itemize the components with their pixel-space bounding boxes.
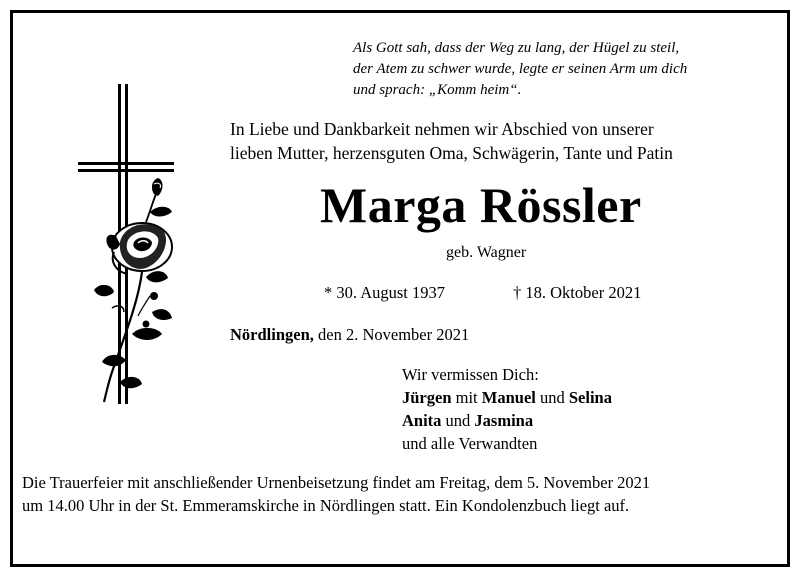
mourners-closing: und alle Verwandten (402, 434, 538, 453)
deceased-name: Marga Rössler (320, 177, 642, 233)
mourner-sep: mit (455, 388, 478, 407)
intro-line: lieben Mutter, herzensguten Oma, Schwägerin, Tante und Patin (230, 143, 673, 163)
mourner-sep: und (539, 388, 565, 407)
cross-with-rose-icon (54, 72, 174, 422)
mourners-row (402, 386, 612, 409)
poem (353, 38, 687, 101)
death-date: † 18. Oktober 2021 (513, 283, 642, 302)
service-info (22, 471, 650, 517)
notice-date: den 2. November 2021 (318, 325, 470, 344)
maiden-name: geb. Wagner (446, 244, 527, 261)
place-date (230, 325, 469, 345)
mourner-name: Jasmina (474, 411, 534, 430)
mourner-name: Selina (568, 388, 612, 407)
poem-line: und sprach: „Komm heim“. (353, 82, 522, 98)
mourner-name: Anita (402, 411, 442, 430)
service-line: Die Trauerfeier mit anschließender Urnenbeisetzung findet am Freitag, dem 5. November 2021 (22, 473, 651, 492)
birth-date: * 30. August 1937 (324, 283, 446, 302)
mourners-row (402, 409, 612, 432)
intro-line: In Liebe und Dankbarkeit nehmen wir Abschied von unserer (230, 119, 654, 139)
mourner-sep: und (445, 411, 471, 430)
poem-line: der Atem zu schwer wurde, legte er seinen Arm um dich (353, 61, 688, 77)
mourners (402, 363, 612, 455)
service-line: um 14.00 Uhr in der St. Emmeramskirche in Nördlingen statt. Ein Kondolenzbuch liegt auf. (22, 496, 630, 515)
mourner-name: Manuel (481, 388, 536, 407)
mourner-name: Jürgen (402, 388, 452, 407)
place-name: Nördlingen, (230, 325, 314, 344)
intro-text (230, 117, 673, 165)
mourners-intro: Wir vermissen Dich: (402, 365, 539, 384)
poem-line: Als Gott sah, dass der Weg zu lang, der Hügel zu steil, (353, 40, 680, 56)
